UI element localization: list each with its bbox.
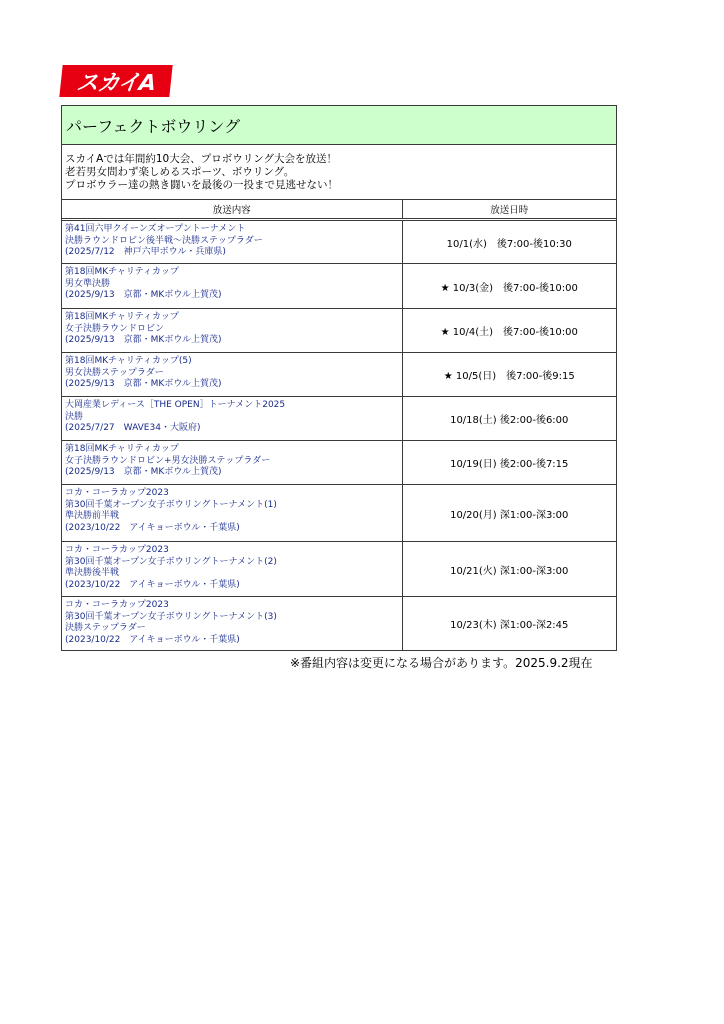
program-line: 決勝ステップラダー [65,623,146,633]
header-airtime: 放送日時 [402,200,616,220]
airtime: 10/1(水) 後7:00-後10:30 [402,220,616,264]
program-sheet [61,105,617,651]
program-line: 決勝ラウンドロビン後半戦～決勝ステップラダー [65,235,263,246]
program-line: 女子決勝ラウンドロビン [65,323,165,334]
program-line: 決勝 [65,411,84,422]
intro-text [62,145,616,200]
program-line: 第30回千葉オープン女子ボウリングトーナメント(2) [65,556,277,567]
program-line: 男女決勝ステップラダー [65,367,164,378]
program-line: (2025/9/13 京都・MKボウル上賀茂) [65,379,222,389]
program-content [62,441,402,485]
airtime: 10/21(火) 深1:00-深3:00 [402,542,616,597]
program-content [62,542,402,597]
table-row [62,441,616,485]
airtime: 10/19(日) 後2:00-後7:15 [402,441,616,485]
page-title: パーフェクトボウリング [62,106,616,145]
airtime: ★ 10/4(土) 後7:00-後10:00 [402,309,616,353]
program-content [62,597,402,650]
schedule-table [62,200,616,650]
program-line: (2025/9/13 京都・MKボウル上賀茂) [65,467,222,477]
program-line: (2023/10/22 アイキョーボウル・千葉県) [65,634,240,645]
program-line: 第30回千葉オープン女子ボウリングトーナメント(1) [65,499,277,510]
table-row [62,397,616,441]
program-line: 第18回MKチャリティカップ [65,444,179,454]
intro-line: 老若男女問わず楽しめるスポーツ、ボウリング。 [65,166,295,178]
airtime: ★ 10/3(金) 後7:00-後10:00 [402,264,616,309]
program-line: コカ・コーラカップ2023 [65,600,169,610]
program-line: 第30回千葉オープン女子ボウリングトーナメント(3) [65,611,277,622]
table-row [62,264,616,309]
program-content [62,264,402,309]
intro-line: スカイAでは年間約10大会、プロボウリング大会を放送！ [65,153,338,165]
airtime: 10/23(木) 深1:00-深2:45 [402,597,616,650]
program-line: (2023/10/22 アイキョーボウル・千葉県) [65,579,240,590]
table-row [62,309,616,353]
program-line: 女子決勝ラウンドロビン+男女決勝ステップラダー [65,455,271,466]
program-content [62,309,402,353]
skya-logo: スカイA [59,65,172,97]
program-content [62,485,402,542]
program-line: (2025/7/12 神戸六甲ボウル・兵庫県) [65,247,226,257]
program-content [62,220,402,264]
program-line: 大岡産業レディース［THE OPEN］トーナメント2025 [65,400,286,410]
program-line: 準決勝前半戦 [65,511,120,521]
program-line: 男女準決勝 [65,278,111,289]
table-row [62,220,616,264]
table-row [62,485,616,542]
program-line: (2025/9/13 京都・MKボウル上賀茂) [65,335,222,345]
program-line: 準決勝後半戦 [65,568,120,578]
program-line: 第18回MKチャリティカップ [65,312,179,322]
airtime: 10/20(月) 深1:00-深3:00 [402,485,616,542]
table-row [62,542,616,597]
intro-line: プロボウラー達の熱き闘いを最後の一投まで見逃せない！ [65,179,338,191]
footnote: ※番組内容は変更になる場合があります。2025.9.2現在 [290,656,593,670]
program-line: (2025/9/13 京都・MKボウル上賀茂) [65,290,222,300]
airtime: 10/18(土) 後2:00-後6:00 [402,397,616,441]
header-content: 放送内容 [62,200,402,220]
table-header-row [62,200,616,220]
program-content [62,397,402,441]
program-line: (2023/10/22 アイキョーボウル・千葉県) [65,522,240,533]
table-row [62,597,616,650]
program-line: コカ・コーラカップ2023 [65,545,169,555]
program-content [62,353,402,397]
program-line: 第41回六甲クイーンズオープントーナメント [65,224,246,234]
program-line: 第18回MKチャリティカップ [65,267,179,277]
table-row [62,353,616,397]
program-line: 第18回MKチャリティカップ(5) [65,356,192,366]
airtime: ★ 10/5(日) 後7:00-後9:15 [402,353,616,397]
program-line: コカ・コーラカップ2023 [65,488,169,498]
program-line: (2025/7/27 WAVE34・大阪府) [65,423,201,433]
